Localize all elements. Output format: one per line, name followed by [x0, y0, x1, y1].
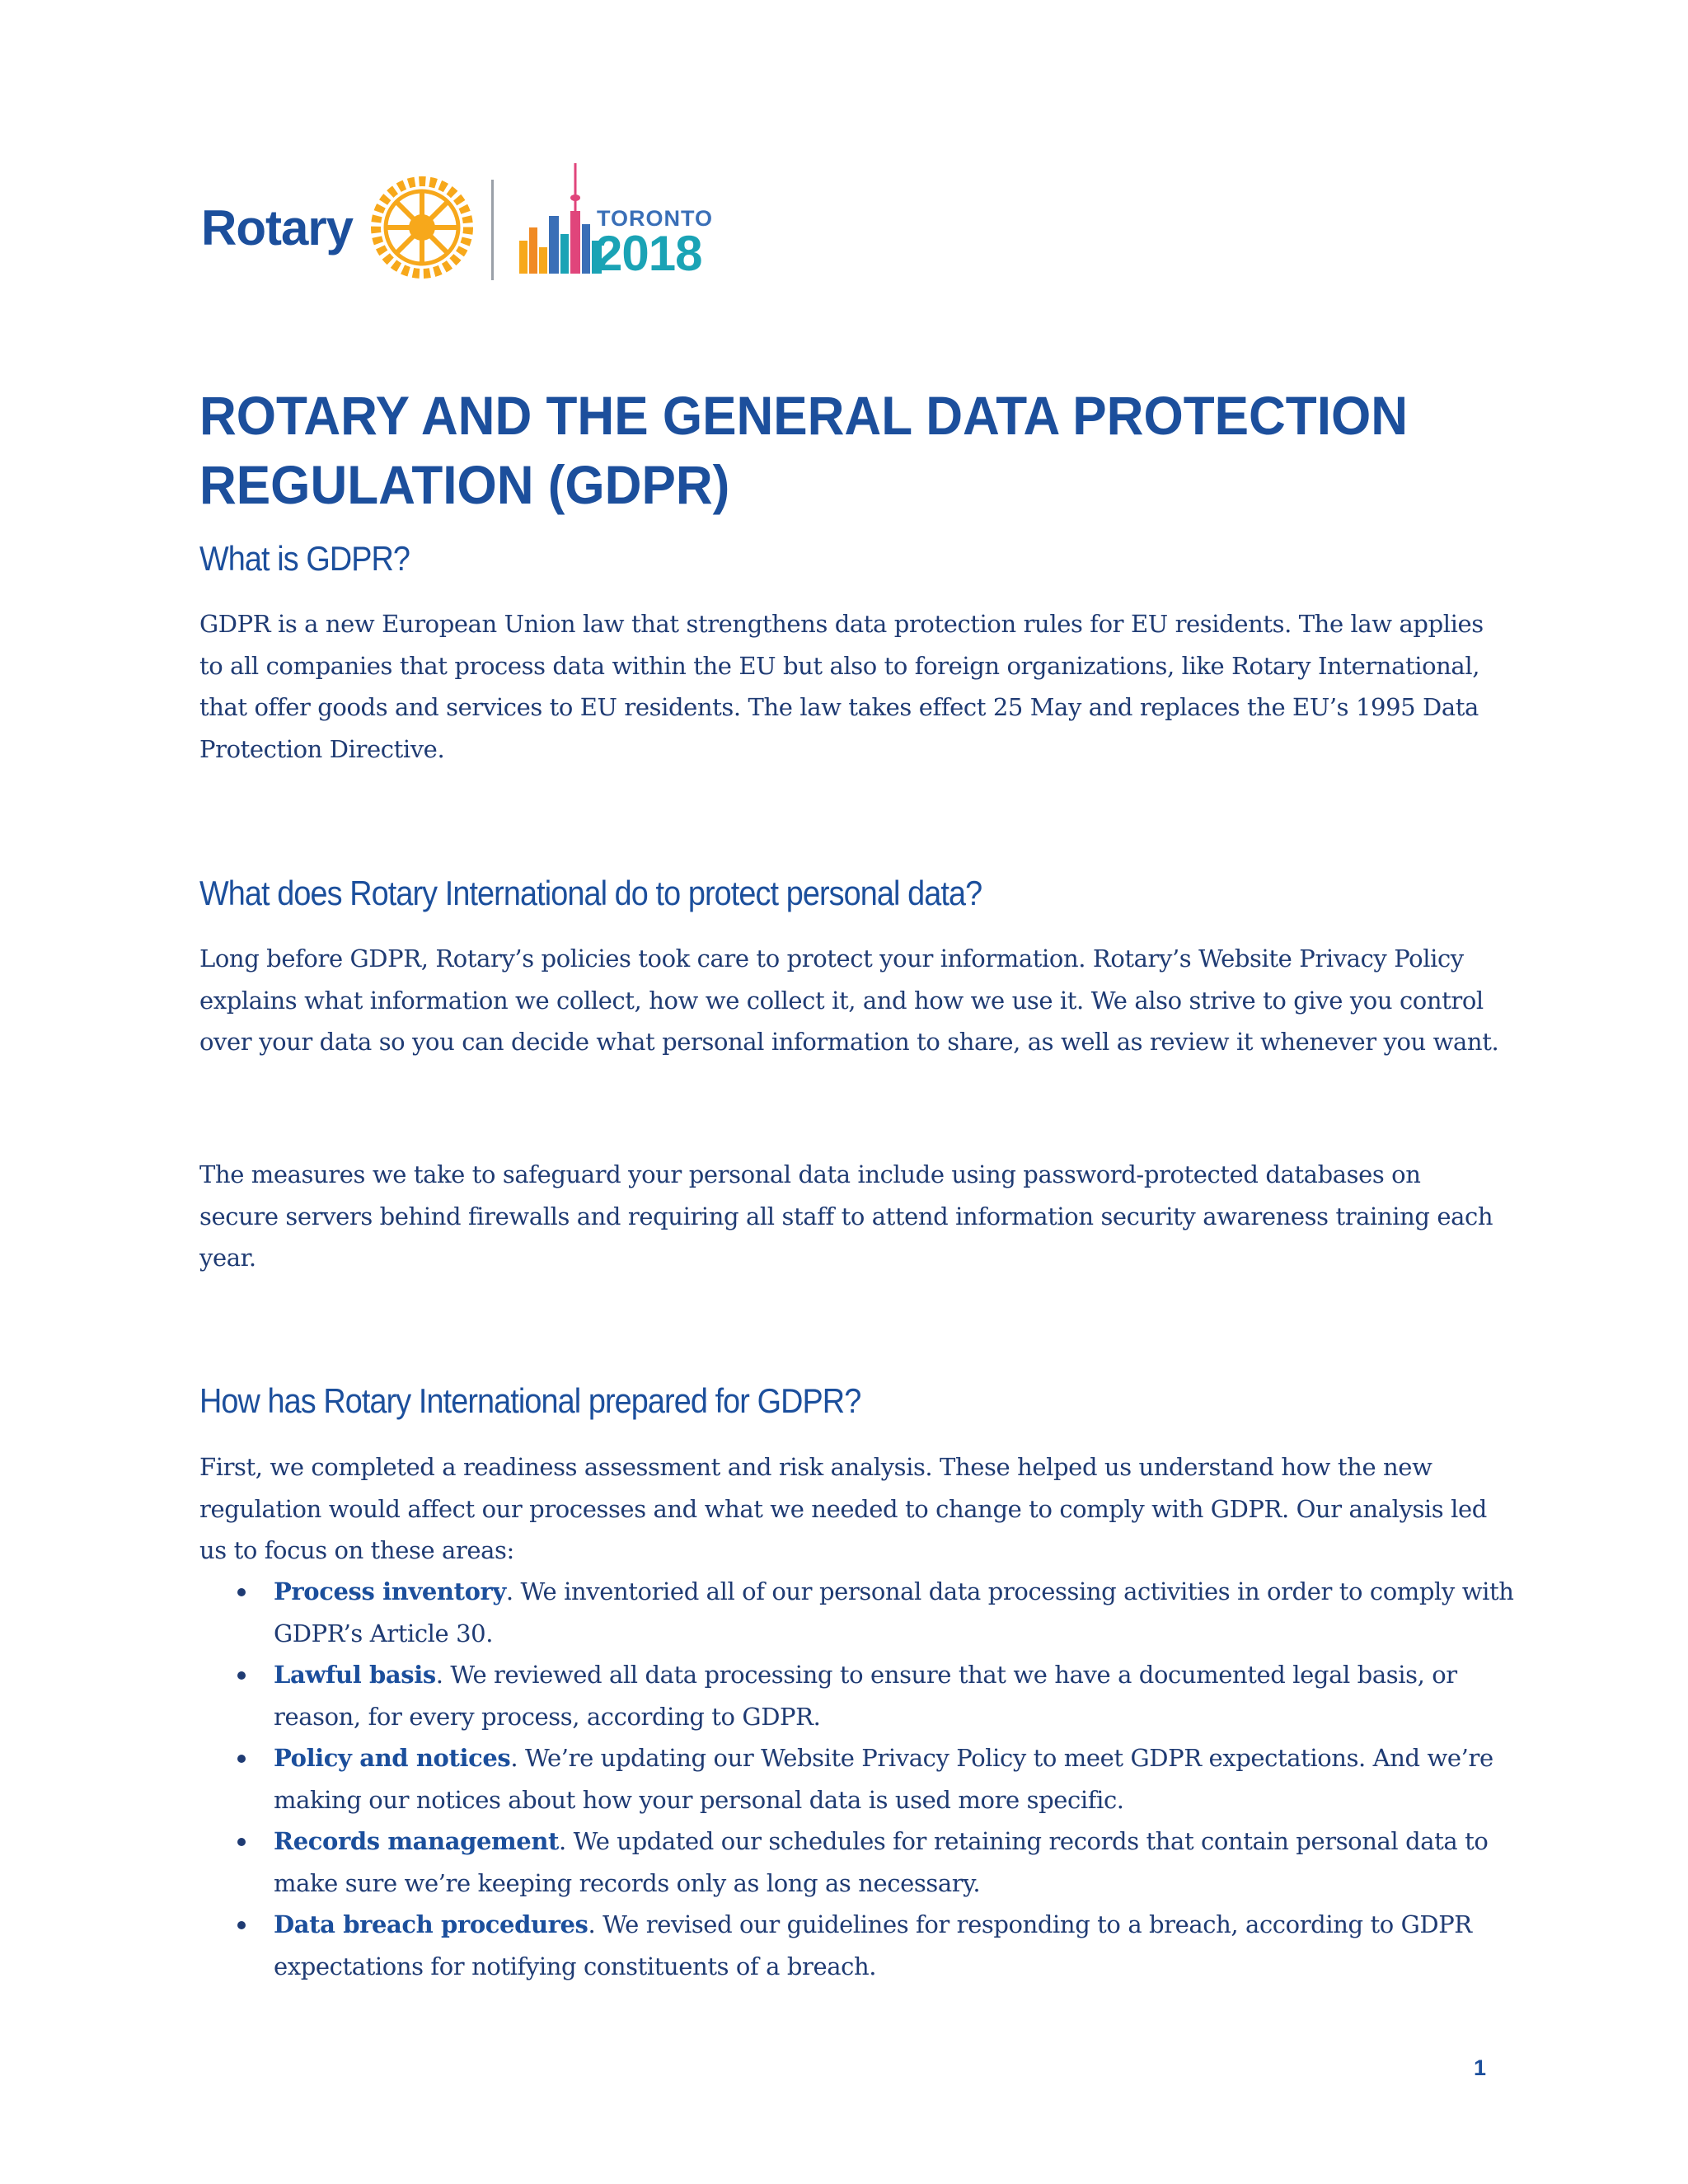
list-item [199, 1821, 1535, 1904]
bullet-icon [237, 1671, 246, 1680]
list-item [199, 1571, 1535, 1654]
bullet-icon [237, 1588, 246, 1596]
document-title: ROTARY AND THE GENERAL DATA PROTECTION REGULATION (GDPR) [199, 385, 1409, 515]
list-item-text: . We updated our schedules for retaining records that contain personal data to make sure we’re keeping records only as long as necessary. [274, 1827, 1489, 1897]
list-item-text: . We revised our guidelines for responding to a breach, according to GDPR expectations for notifying constituents of a breach. [274, 1910, 1472, 1980]
bullet-icon [237, 1838, 246, 1846]
section-paragraph: First, we completed a readiness assessment and risk analysis. These helped us understand how the new regulation would affect our processes and what we needed to change to comply with GDPR. Our analysis led us to focus on these areas: [199, 1453, 1487, 1564]
list-item [199, 1904, 1535, 1987]
section-heading-prepared-for-gdpr: How has Rotary International prepared for GDPR? [199, 1381, 861, 1420]
list-item-text: . We reviewed all data processing to ensure that we have a documented legal basis, or reason, for every process, according to GDPR. [274, 1661, 1457, 1731]
rotary-toronto-2018-logo [201, 162, 729, 285]
list-item-term: Data breach procedures [274, 1910, 588, 1938]
list-item-term: Lawful basis [274, 1661, 436, 1689]
list-item-text: . We inventoried all of our personal data processing activities in order to comply with GDPR’s Article 30. [274, 1577, 1514, 1647]
bullet-icon [237, 1921, 246, 1929]
list-item-text: . We’re updating our Website Privacy Policy to meet GDPR expectations. And we’re making our notices about how your personal data is used more specific. [274, 1744, 1493, 1814]
focus-areas-list [199, 1571, 1535, 1987]
list-item [199, 1654, 1535, 1737]
logo-divider [491, 180, 494, 280]
list-item-term: Policy and notices [274, 1744, 511, 1772]
list-item [199, 1737, 1535, 1821]
toronto-skyline-icon [516, 162, 607, 277]
event-city-label: TORONTO [597, 206, 714, 231]
section-heading-protect-personal-data: What does Rotary International do to protect personal data? [199, 874, 982, 912]
section-heading-what-is-gdpr: What is GDPR? [199, 539, 410, 578]
rotary-wordmark: Rotary [201, 200, 354, 255]
list-item-term: Process inventory [274, 1577, 506, 1605]
event-year-label: 2018 [595, 226, 702, 281]
page-number: 1 [1474, 2055, 1487, 2080]
list-item-term: Records management [274, 1827, 560, 1855]
section-paragraph: Long before GDPR, Rotary’s policies took care to protect your information. Rotary’s Website Privacy Policy explains what information we collect, how we collect it, and how we use it. We also strive to give you control over your data so you can decide what personal information to share, as well as review it whenever you want. [199, 944, 1499, 1056]
rotary-wheel-icon [369, 175, 475, 280]
section-paragraph: The measures we take to safeguard your personal data include using password-protected databases on secure servers behind firewalls and requiring all staff to attend information security awareness training each year. [199, 1160, 1493, 1272]
section-paragraph: GDPR is a new European Union law that strengthens data protection rules for EU residents. The law applies to all companies that process data within the EU but also to foreign organizations, like Rotary International, that offer goods and services to EU residents. The law takes effect 25 May and replaces the EU’s 1995 Data Protection Directive. [199, 610, 1484, 763]
bullet-icon [237, 1755, 246, 1763]
